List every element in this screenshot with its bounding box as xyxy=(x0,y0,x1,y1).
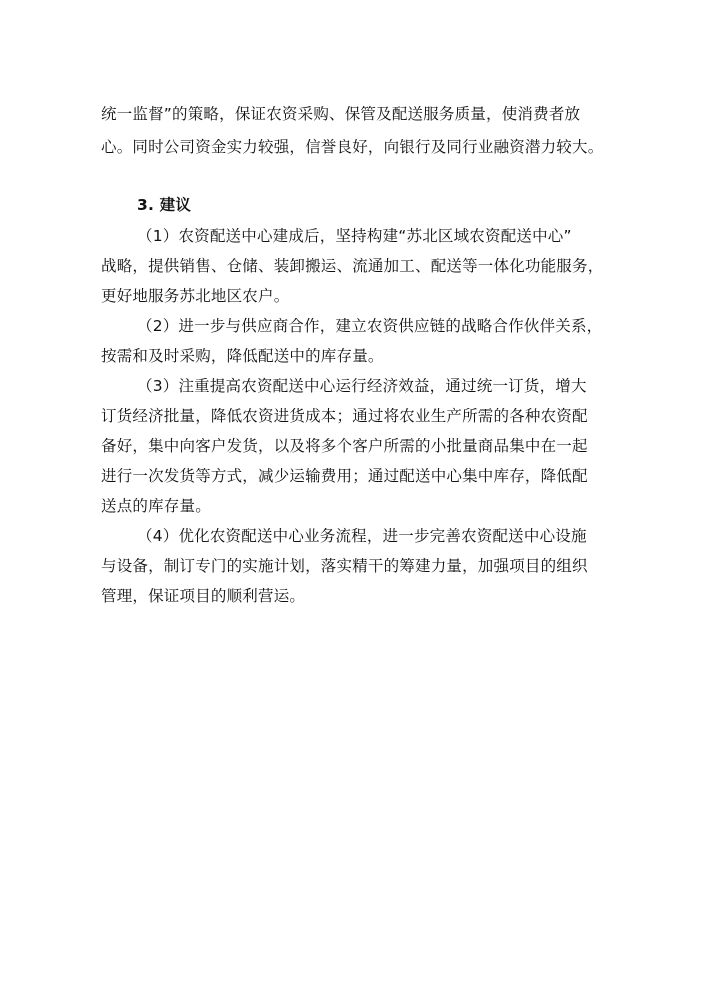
section-heading: 3. 建议 xyxy=(137,196,192,214)
item-3-line-4: 进行一次发货等方式，减少运输费用；通过配送中心集中库存，降低配 xyxy=(101,467,588,485)
item-2-line-2: 按需和及时采购，降低配送中的库存量。 xyxy=(101,347,384,365)
item-1-line-3: 更好地服务苏北地区农户。 xyxy=(101,287,290,305)
item-3-line-5: 送点的库存量。 xyxy=(101,497,211,515)
intro-line-1: 统一监督”的策略，保证农资采购、保管及配送服务质量，使消费者放 xyxy=(101,105,581,123)
item-4-line-1: （4）优化农资配送中心业务流程，进一步完善农资配送中心设施 xyxy=(137,527,587,545)
item-1-line-1: （1）农资配送中心建成后，坚持构建“苏北区域农资配送中心” xyxy=(137,227,572,245)
item-3-line-1: （3）注重提高农资配送中心运行经济效益，通过统一订货，增大 xyxy=(137,377,587,395)
intro-line-2: 心。同时公司资金实力较强，信誉良好，向银行及同行业融资潜力较大。 xyxy=(101,138,604,156)
item-4-line-2: 与设备，制订专门的实施计划，落实精干的筹建力量，加强项目的组织 xyxy=(101,557,588,575)
item-4-line-3: 管理，保证项目的顺利营运。 xyxy=(101,587,306,605)
item-3-line-3: 备好，集中向客户发货，以及将多个客户所需的小批量商品集中在一起 xyxy=(101,437,588,455)
item-1-line-2: 战略，提供销售、仓储、装卸搬运、流通加工、配送等一体化功能服务， xyxy=(101,257,604,275)
item-2-line-1: （2）进一步与供应商合作，建立农资供应链的战略合作伙伴关系， xyxy=(137,317,603,335)
item-3-line-2: 订货经济批量，降低农资进货成本；通过将农业生产所需的各种农资配 xyxy=(101,407,588,425)
